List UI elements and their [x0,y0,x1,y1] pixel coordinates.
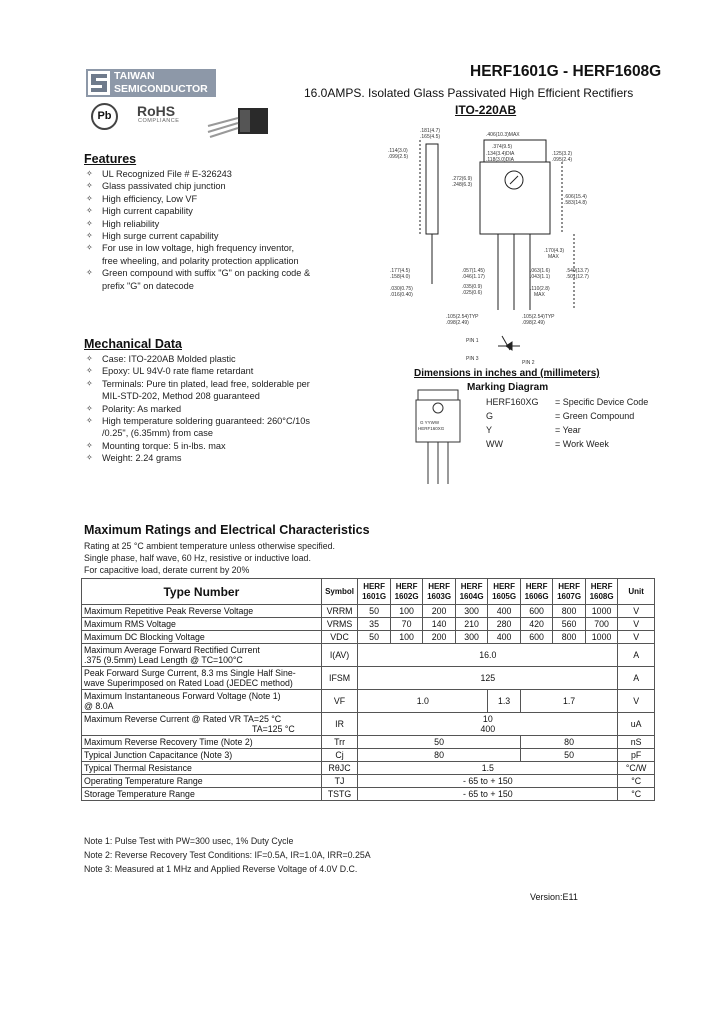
table-header-row [82,579,655,605]
logo-text [114,70,208,95]
condition-line: Single phase, half wave, 60 Hz, resistive or inductive load. [84,553,311,563]
dim-label: .501(12.7) [566,274,589,280]
col-part: HERF 1602G [390,579,423,605]
version-label: Version:E11 [530,892,578,902]
dim-label: MAX [548,254,559,260]
marking-desc: = Specific Device Code [555,397,649,407]
feature-item: ✧ High efficiency, Low VF [84,193,312,205]
col-part: HERF 1601G [358,579,391,605]
dim-label: .043(1.1) [530,274,551,280]
dim-label: .406(10.3)MAX [486,132,520,138]
table-row: Maximum RMS Voltage VRMS 35 70 140 210 280 420 560 700 V [82,618,655,631]
ratings-conditions [84,540,335,576]
pin-label: PIN 3 [466,356,479,362]
mechanical-list [84,353,316,465]
col-part: HERF 1603G [423,579,456,605]
package-outline-drawing [380,124,610,370]
table-row: Maximum Repetitive Peak Reverse Voltage VRRM 50 100 200 300 400 600 800 1000 V [82,605,655,618]
col-part: HERF 1608G [585,579,618,605]
dim-label: .134(3.4)DIA [486,151,515,157]
dim-label: .114(3.0) [388,148,408,154]
dim-label: .098(2.49) [446,320,469,326]
package-photo [204,104,274,140]
marking-desc: = Work Week [555,439,609,449]
table-row: Maximum Reverse Current @ Rated VR TA=25 °C TA=125 °C IR 10 400 uA [82,713,655,736]
dim-label: .105(2.54)TYP [522,314,555,320]
dim-label: .095(2.4) [552,157,573,163]
ratings-table [81,578,655,801]
rohs-sub-label: COMPLIANCE [138,118,180,124]
col-part: HERF 1604G [455,579,488,605]
feature-item: ✧ High surge current capability [84,230,312,242]
mechanical-item: ✧ Polarity: As marked [84,403,316,415]
dim-label: .035(0.9) [462,284,483,290]
logo-mark-icon [88,71,110,95]
marking-code: Y [486,425,493,435]
col-part: HERF 1605G [488,579,521,605]
feature-item: ✧ High reliability [84,218,312,230]
col-unit: Unit [618,579,655,605]
dim-label: .099(2.5) [388,154,409,160]
table-row: Peak Forward Surge Current, 8.3 ms Single Half Sine- wave Superimposed on Rated Load (JEDEC method) IFSM 125 A [82,667,655,690]
dim-label: .105(2.54)TYP [446,314,479,320]
col-part: HERF 1606G [520,579,553,605]
package-name: ITO-220AB [455,103,517,117]
dim-label: .177(4.5) [390,268,411,274]
dim-label: .046(1.17) [462,274,485,280]
dim-label: .063(1.6) [530,268,551,274]
mechanical-item: ✧ Mounting torque: 5 in-lbs. max [84,440,316,452]
dim-label: .057(1.45) [462,268,485,274]
page-subtitle: 16.0AMPS. Isolated Glass Passivated High Efficient Rectifiers [304,86,634,100]
mechanical-item: ✧ High temperature soldering guaranteed: 260°C/10s /0.25", (6.35mm) from case [84,415,316,440]
pb-label: Pb [97,110,112,122]
dim-label: .272(6.9) [452,176,473,182]
dim-label: MAX [534,292,545,298]
marking-heading: Marking Diagram [467,382,549,393]
dim-label: .606(15.4) [564,194,587,200]
marking-chip-drawing [410,384,466,488]
mechanical-item: ✧ Epoxy: UL 94V-0 rate flame retardant [84,365,316,377]
footnote: Note 1: Pulse Test with PW=300 usec, 1% Duty Cycle [84,836,294,846]
dim-label: .540(13.7) [566,268,589,274]
dim-label: .125(3.2) [552,151,573,157]
table-row: Operating Temperature Range TJ - 65 to + 150 °C [82,775,655,788]
col-symbol: Symbol [321,579,358,605]
marking-desc: = Green Compound [555,411,635,421]
dim-label: .158(4.0) [390,274,411,280]
dim-label: .025(0.6) [462,290,483,296]
table-row: Maximum Average Forward Rectified Current .375 (9.5mm) Lead Length @ TC=100°C I(AV) 16.0 A [82,644,655,667]
dim-label: .374(9.5) [492,144,513,150]
mechanical-item: ✧ Weight: 2.24 grams [84,452,316,464]
footnote: Note 3: Measured at 1 MHz and Applied Reverse Voltage of 4.0V D.C. [84,864,358,874]
dim-label: .118(3.0)DIA [486,157,514,163]
dim-label: .170(4.3) [544,248,565,254]
mechanical-heading: Mechanical Data [84,337,182,351]
ratings-heading: Maximum Ratings and Electrical Characteristics [84,523,370,537]
chip-text: HERF160XG [418,426,445,431]
dimensions-caption: Dimensions in inches and (millimeters) [414,368,600,379]
table-row: Storage Temperature Range TSTG - 65 to + 150 °C [82,788,655,801]
logo-line2: SEMICONDUCTOR [114,82,208,95]
col-part: HERF 1607G [553,579,586,605]
dim-label: .098(2.49) [522,320,545,326]
footnote: Note 2: Reverse Recovery Test Conditions: IF=0.5A, IR=1.0A, IRR=0.25A [84,850,371,860]
mechanical-item: ✧ Terminals: Pure tin plated, lead free, solderable per MIL-STD-202, Method 208 guaranteed [84,378,316,403]
dim-label: .583(14.8) [564,200,587,206]
features-list [84,168,312,292]
col-type: Type Number [82,579,322,605]
feature-item: ✧ High current capability [84,205,312,217]
marking-code: G [486,411,494,421]
logo-line1: TAIWAN [114,70,155,82]
page-title: HERF1601G - HERF1608G [470,63,662,80]
table-row: Typical Thermal Resistance RθJC 1.5 °C/W [82,762,655,775]
chip-text: G YYWW [420,420,440,425]
rohs-label: RoHS [137,103,176,119]
marking-desc: = Year [555,425,581,435]
dim-label: .248(6.3) [452,182,473,188]
dim-label: .110(2.8) [530,286,550,292]
marking-code: HERF160XG [486,397,539,407]
marking-code: WW [486,439,503,449]
feature-item: ✧ Glass passivated chip junction [84,180,312,192]
mechanical-item: ✧ Case: ITO-220AB Molded plastic [84,353,316,365]
dim-label: .181(4.7) [420,128,441,134]
table-row: Maximum Instantaneous Forward Voltage (Note 1) @ 8.0A VF 1.0 1.3 1.7 V [82,690,655,713]
pin-label: PIN 1 [466,338,479,344]
condition-line: For capacitive load, derate current by 20% [84,565,250,575]
feature-item: ✧ Green compound with suffix "G" on packing code & prefix "G" on datecode [84,267,312,292]
pin-label: PIN 2 [522,360,535,366]
dim-label: .165(4.5) [420,134,441,140]
pb-free-icon [91,103,118,130]
feature-item: ✧ UL Recognized File # E-326243 [84,168,312,180]
table-row: Maximum Reverse Recovery Time (Note 2) Trr 50 80 nS [82,736,655,749]
dim-label: .030(0.75) [390,286,413,292]
dim-label: .016(0.40) [390,292,413,298]
table-row: Maximum DC Blocking Voltage VDC 50 100 200 300 400 600 800 1000 V [82,631,655,644]
footnotes [84,834,371,876]
features-heading: Features [84,152,137,166]
table-row: Typical Junction Capacitance (Note 3) Cj 80 50 pF [82,749,655,762]
feature-item: ✧ For use in low voltage, high frequency inventor, free wheeling, and polarity protection application [84,242,312,267]
condition-line: Rating at 25 °C ambient temperature unless otherwise specified. [84,541,335,551]
